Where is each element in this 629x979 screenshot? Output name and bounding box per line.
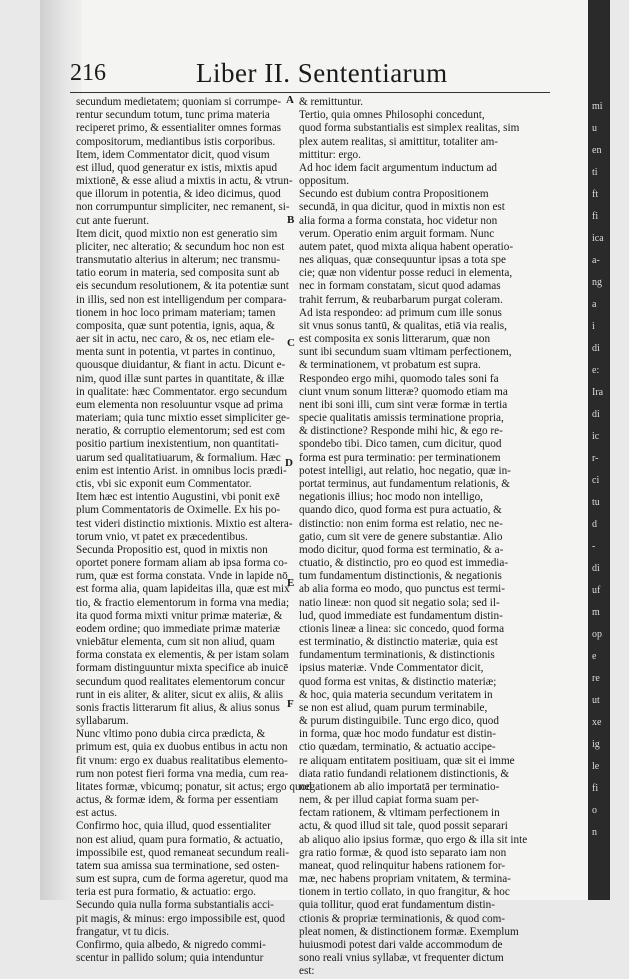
text-line: trahit ferrum, & reubarbarum purgat coleram. [299, 293, 503, 306]
text-line: aer sit in actu, nec caro, & os, nec etiam ele- [76, 333, 275, 346]
text-line: rum non potest fieri forma vna media, cum rea- [76, 767, 289, 780]
text-line: menta sunt in potentia, vt partes in continuo, [76, 346, 276, 359]
edge-fragment: a- [592, 255, 600, 266]
edge-fragment: m [592, 607, 600, 618]
text-line: nec in formam constatam, sicut quod adamas [299, 280, 501, 293]
text-line: neratio, & corruptio elementorum; sed est com [76, 425, 286, 438]
text-line: test videri distinctio mixtionis. Mixtio est altera- [76, 517, 293, 530]
running-title: Liber II. Sententiarum [196, 58, 448, 88]
text-line: gatio, cum sit vere de genere substantiæ. Alio [299, 530, 503, 543]
margin-marker-b: B [287, 214, 295, 226]
text-line: Ad hoc idem facit argumentum inductum ad [299, 161, 498, 174]
text-line: maneat, quod relinquitur habens rationem for- [299, 859, 506, 872]
text-line: & remittuntur. [299, 96, 364, 108]
text-line: spondebo tibi. Dico tamen, cum dicitur, quod [299, 438, 502, 451]
text-line: quia tollitur, quod erat fundamentum distin- [299, 899, 495, 912]
text-line: sono reali vnius syllabæ, vt frequenter dictum [299, 952, 504, 965]
text-line: que illorum in potentia, & ideo dicimus, quod [76, 188, 281, 201]
text-line: fundamentum terminationis, & distinctionis [299, 649, 495, 662]
edge-fragment: tu [592, 497, 600, 508]
text-line: sit vnus sonus tantū, & qualitas, etiā via realis, [299, 319, 507, 332]
text-line: secundum quod realitates elementorum concur [76, 675, 285, 688]
text-line: quod forma substantialis est simplex realitas, sim [299, 122, 520, 135]
text-line: Item hæc est intentio Augustini, vbi ponit exē [76, 491, 280, 504]
text-line: nes aliquas, quæ consequuntur ipsas a tota spe [299, 254, 506, 267]
text-line: Respondeo ergo mihi, quomodo tales soni fa [299, 372, 499, 385]
text-line: impossibile est, quod remaneat secundum reali- [76, 846, 290, 859]
text-line: mittitur: ergo. [299, 148, 361, 161]
text-line: nim, quod illæ sunt partes in quantitate, & illæ [76, 372, 285, 385]
text-line: cut ante fuerunt. [76, 214, 149, 227]
text-line: est composita ex sonis litterarum, quæ non [299, 333, 491, 346]
text-line: runt in eis aliter, & aliter, sicut ex aliis, & aliis [76, 688, 283, 701]
edge-fragment: u [592, 123, 597, 134]
running-header [70, 58, 570, 92]
edge-fragment: le [592, 761, 600, 772]
text-line: teria est pura formatio, & actuatio: ergo. [76, 886, 256, 899]
text-line: primum est, quia ex duobus entibus in actu non [76, 741, 288, 754]
edge-fragment: uf [592, 585, 601, 596]
text-line: materiam; quia tunc mixtio esset simpliciter ge- [76, 412, 290, 425]
text-line: & purum distinguibile. Tunc ergo dico, quod [299, 715, 499, 728]
edge-fragment: e [592, 651, 597, 662]
text-line: Nunc vltimo pono dubia circa prædicta, & [76, 728, 266, 741]
text-line: sonis fractis litterarum fit alius, & alius sonus [76, 701, 280, 714]
text-line: ipsius materiæ. Vnde Commentator dicit, [299, 662, 484, 675]
edge-fragment: di [592, 563, 600, 574]
edge-fragment: ng [592, 277, 602, 288]
edge-fragment: Ira [592, 387, 604, 398]
text-line: Item dicit, quod mixtio non est generatio sim [76, 227, 278, 240]
text-line: Confirmo, quia albedo, & nigredo commi- [76, 939, 266, 951]
margin-marker-c: C [287, 337, 295, 349]
text-line: frangatur, vt tu dicis. [76, 925, 170, 938]
text-line: Secundo est dubium contra Propositionem [299, 188, 489, 201]
text-line: reciperet primo, & essentialiter omnes formas [76, 122, 282, 135]
text-line: rum, quæ est forma constata. Vnde in lapide nō [76, 570, 288, 583]
adjacent-page-edge [588, 0, 610, 900]
text-line: negationis illius; hoc modo non intelligo, [299, 491, 483, 504]
edge-fragment: i [592, 321, 595, 332]
edge-fragment: ti [592, 167, 598, 178]
text-line: tum fundamentum distinctionis, & negationis [299, 570, 502, 583]
text-line: scentur in pallido solum; quia intenduntur [76, 952, 264, 965]
edge-fragment: r- [592, 453, 599, 464]
text-line: & terminationem, vt probatum est supra. [299, 359, 481, 372]
edge-fragment: di [592, 409, 600, 420]
edge-fragment: ica [592, 233, 604, 244]
text-line: cie; quæ non videntur posse reduci in elementa, [299, 267, 513, 280]
text-line: Confirmo hoc, quia illud, quod essentialiter [76, 820, 271, 833]
text-line: ciunt vnum sonum litteræ? quomodo etiam ma [299, 385, 508, 398]
edge-fragment: n [592, 827, 597, 838]
text-line: tionem in hoc loco primam materiam; tamen [76, 306, 276, 319]
margin-marker-d: D [285, 457, 293, 469]
text-line: est forma alia, quam lapideitas illa, quæ est mix [76, 583, 290, 596]
text-line: in forma, quæ hoc modo fundatur est distin- [299, 728, 496, 741]
text-line: non corrumpuntur simpliciter, nec remanent, si- [76, 201, 290, 214]
text-line: ctio quædam, terminatio, & actuatio accipe- [299, 741, 496, 754]
text-line: tio, & fractio elementorum in forma vna media; [76, 596, 290, 609]
text-line: sunt ibi secundum suam vltimam perfectionem, [299, 346, 512, 359]
text-line: alia forma a forma constata, hoc videtur non [299, 214, 498, 227]
text-line: diata ratio fundandi relationem distinctionis, & [299, 767, 510, 780]
text-line: in qualitate: hæc Commentator. ergo secundum [76, 385, 288, 398]
text-line: natio lineæ: non quod sit negatio sola; sed il- [299, 596, 500, 609]
text-line: Item, idem Commentator dicit, quod visum [76, 148, 270, 161]
text-line: tatem sua amissa sua terminatione, sed osten- [76, 859, 280, 872]
text-line: est terminatio, & distinctio materiæ, quia est [299, 636, 498, 649]
text-line: oppositum. [299, 175, 350, 188]
edge-fragment: en [592, 145, 602, 156]
text-line: re aliquam entitatem positiuam, quæ sit ei imme [299, 754, 515, 767]
edge-fragment: fi [592, 783, 599, 794]
text-line: est: [299, 965, 315, 978]
text-line: quousque diuidantur, & fiant in actu. Dicunt e- [76, 359, 286, 372]
text-line: verum. Operatio enim arguit formam. Nunc [299, 227, 495, 240]
text-line: Secunda Propositio est, quod in mixtis non [76, 543, 268, 556]
text-line: eis secundum resolutionem, & ita potentiæ sunt [76, 280, 289, 293]
text-line: est illud, quod generatur ex istis, mixtis apud [76, 161, 278, 174]
text-line: ab aliquo alio ipsius formæ, quo ergo & illa sit inte [299, 833, 528, 846]
text-line: Secundo quia nulla forma substantialis acci- [76, 899, 274, 912]
text-line: pit magis, & minus: ergo impossibile est, quod [76, 912, 285, 925]
text-line: eodem ordine; quo immediate primæ materiæ [76, 622, 281, 635]
text-line: distinctio: non enim forma est relatio, nec ne- [299, 517, 503, 530]
text-line: autem patet, quod mixta aliqua habent operatio- [299, 240, 514, 253]
margin-marker-a: A [286, 94, 294, 106]
edge-fragment: - [592, 541, 596, 552]
text-line: uarum sed qualitatiuarum, & formalium. Hæc [76, 451, 281, 464]
text-line: oportet ponere formam aliam ab ipsa forma co- [76, 557, 288, 570]
left-text-column [76, 96, 312, 965]
text-line: nent ibi soni illi, cum sint veræ formæ in tertia [299, 398, 508, 411]
edge-fragment: di [592, 343, 600, 354]
text-line: actus, & formæ idem, & forma per essentiam [76, 794, 279, 807]
text-line: in illis, sed non est intelligendum per compara- [76, 293, 287, 306]
text-line: specie qualitatis amissis terminatione propria, [299, 412, 504, 425]
text-line: mæ, nec habens propriam vnitatem, & termina- [299, 873, 511, 886]
text-line: pliciter, nec alteratio; & secundum hoc non est [76, 240, 285, 253]
edge-fragment: re [592, 673, 600, 684]
edge-fragment: ci [592, 475, 600, 486]
margin-marker-e: E [287, 577, 295, 589]
text-line: non est aliud, quam pura formatio, & actuatio, [76, 833, 283, 846]
edge-fragment: d [592, 519, 597, 530]
text-line: ctuatio, & distinctio, pro eo quod est immedia- [299, 557, 509, 570]
text-line: fectam rationem, & vltimam perfectionem in [299, 807, 500, 820]
text-line: modo dicitur, quod forma est terminatio, & a- [299, 543, 504, 556]
text-line: ita quod forma mixti vnitur primæ materiæ, & [76, 609, 283, 622]
text-line: quod forma est vnitas, & distinctio materiæ; [299, 675, 497, 688]
text-line: torum vnio, vt patet ex præcedentibus. [76, 530, 248, 543]
text-line: fit vnum: ergo ex duabus realitatibus elemento- [76, 754, 288, 767]
edge-fragment: e: [592, 365, 600, 376]
edge-fragment: ft [592, 189, 599, 200]
text-line: negationem ab alio importatā per terminatio- [299, 780, 500, 793]
text-line: ab alia forma eo modo, quo punctus est termi- [299, 583, 505, 596]
text-line: eum elementa non resoluuntur vsque ad prima [76, 398, 283, 411]
margin-marker-f: F [287, 698, 294, 710]
text-line: huiusmodi potest dari valde accommodum de [299, 939, 503, 951]
text-line: ctionis lineæ a linea: sic concedo, quod forma [299, 622, 505, 635]
text-line: Tertio, quia omnes Philosophi concedunt, [299, 109, 485, 122]
text-line: potest intelligi, aut relatio, hoc negatio, quæ in- [299, 464, 511, 477]
edge-fragment: ic [592, 431, 600, 442]
edge-fragment: mi [592, 101, 603, 112]
text-line: formam distinguuntur mixta specifice ab inuicē [76, 662, 289, 675]
text-line: forma constata ex elementis, & per istam solam [76, 649, 290, 662]
edge-fragment: op [592, 629, 602, 640]
edge-fragment: ig [592, 739, 600, 750]
text-line: transmutatio alterius in alterum; nec transmu- [76, 254, 281, 267]
text-line: enim est intentio Arist. in omnibus locis prædi- [76, 464, 287, 477]
text-line: syllabarum. [76, 715, 129, 728]
text-line: & distinctione? Responde mihi hic, & ego re- [299, 425, 503, 438]
text-line: tionem in tertio collato, in quo frangitur, & hoc [299, 886, 510, 899]
text-line: portat terminus, aut fundamentum relationis, & [299, 477, 510, 490]
text-line: vniebātur elementa, cum sit non aliud, quam [76, 636, 275, 649]
edge-fragment: ut [592, 695, 600, 706]
text-line: se non est aliud, quam purum terminabile, [299, 701, 488, 714]
text-line: litates formæ, vbicumq; ponatur, sit actus; ergo quod [76, 780, 312, 793]
text-line: forma est pura terminatio: per terminationem [299, 451, 501, 464]
text-line: ctis, vbi sic exponit eum Commentator. [76, 477, 252, 490]
text-line: secundā, in qua dicitur, quod in mixtis non est [299, 201, 505, 214]
text-line: sum est supra, cum de forma ageretur, quod ma [76, 873, 289, 886]
edge-fragment: fi [592, 211, 599, 222]
text-line: est actus. [76, 807, 118, 820]
text-line: rentur secundum totum, tunc prima materia [76, 109, 270, 122]
header-rule [70, 92, 550, 93]
right-text-column [299, 96, 551, 979]
text-line: plum Commentatoris de Oximelle. Ex his po- [76, 504, 281, 517]
text-line: secundum medietatem; quoniam si corrumpe- [76, 96, 282, 108]
text-line: quando dico, quod forma est pura actuatio, & [299, 504, 502, 517]
text-line: & hoc, quia materia secundum veritatem in [299, 688, 493, 701]
page-number: 216 [70, 60, 106, 86]
text-line: positio partium inexistentium, non quantitati- [76, 438, 279, 451]
text-line: mixtionē, & esse aliud a mixtis in actu, & vtrun- [76, 175, 293, 188]
text-line: ctionis & propriæ terminationis, & quod com- [299, 912, 506, 925]
text-line: composita, quæ sunt potentia, ignis, aqua, & [76, 319, 275, 332]
text-line: pleat nomen, & distinctionem formæ. Exemplum [299, 925, 519, 938]
text-line: actu, & quod illud sit tale, quod possit separari [299, 820, 508, 833]
text-line: gra ratio formæ, & quod isto separato iam non [299, 846, 507, 859]
text-line: nem, & per illud capiat forma suam per- [299, 794, 479, 807]
text-line: lud, quod immediate est fundamentum distin- [299, 609, 503, 622]
text-line: plex autem realitas, si amittitur, totaliter am- [299, 135, 498, 148]
edge-fragment: o [592, 805, 597, 816]
edge-fragment: a [592, 299, 597, 310]
text-line: tatio eorum in materia, sed composita sunt ab [76, 267, 280, 280]
text-line: Ad ista respondeo: ad primum cum ille sonus [299, 306, 502, 319]
text-line: compositorum, mediantibus istis corporibus. [76, 135, 276, 148]
edge-fragment: xe [592, 717, 602, 728]
